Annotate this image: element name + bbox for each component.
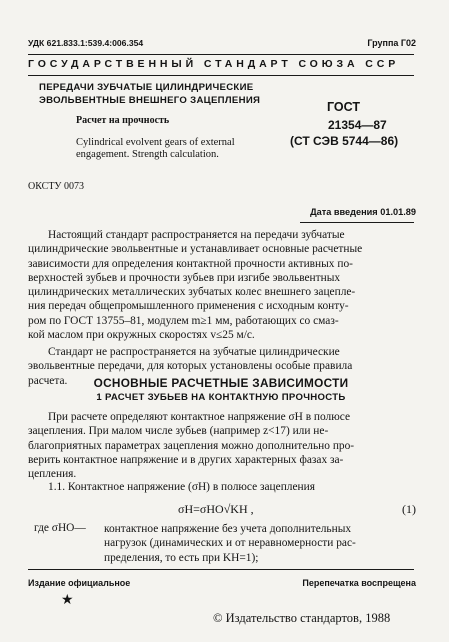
reprint-notice: Перепечатка воспрещена [302, 578, 416, 588]
scope-line: Стандарт не распространяется на зубчатые цилиндрические [48, 346, 340, 358]
star-icon: ★ [61, 593, 74, 608]
intro-line: цилиндрических металлических зубчатых колес внешнего зацепле- [28, 286, 356, 299]
standard-banner: ГОСУДАРСТВЕННЫЙ СТАНДАРТ СОЮЗА ССР [28, 58, 400, 70]
intro-date-label: Дата введения [310, 207, 378, 217]
clause-1-1: 1.1. Контактное напряжение (σH) в полюсе зацепления [48, 481, 315, 493]
official-edition: Издание официальное [28, 578, 131, 588]
footer-rule [28, 569, 414, 570]
calc-line: зацепления. При малом числе зубьев (например z<17) или не- [28, 425, 329, 438]
intro-line: ром по ГОСТ 13755–81, модулем m≥1 мм, работающих со смаз- [28, 314, 339, 327]
copyright: © Издательство стандартов, 1988 [213, 611, 391, 625]
gost-label: ГОСТ [327, 100, 360, 114]
okstu-code: ОКСТУ 0073 [28, 181, 85, 192]
formula: σH=σHO√KH , [178, 502, 254, 516]
title-line-2: ЭВОЛЬВЕНТНЫЕ ВНЕШНЕГО ЗАЦЕПЛЕНИЯ [39, 95, 261, 106]
where-label: где σHO— [34, 522, 86, 534]
title-subtitle: Расчет на прочность [76, 115, 170, 126]
formula-number: (1) [402, 502, 416, 516]
calc-line: цепления. [28, 468, 77, 481]
intro-line: ния передач общепромышленного применения с исходным конту- [28, 300, 349, 313]
where-definition [104, 522, 414, 565]
intro-line: цилиндрические эвольвентные и устанавливает основные расчетные [28, 243, 363, 256]
scope-line: расчета. [28, 374, 68, 387]
intro-line: верхностей зубьев и прочности зубьев при изгибе эвольвентных [28, 271, 341, 284]
intro-line: Настоящий стандарт распространяется на передачи зубчатые [48, 229, 345, 241]
where-line: пределения, то есть при KH=1); [104, 551, 259, 564]
calc-line: благоприятных параметрах зацепления можно дополнительно про- [28, 439, 355, 452]
intro-date-value: 01.01.89 [380, 207, 416, 217]
header-rule-top [28, 54, 414, 55]
scope-line: эвольвентные передачи, для которых установлены особые правила [28, 360, 353, 373]
intro-paragraph [28, 228, 414, 342]
calc-line: верить контактное напряжение и в других характерных фазах за- [28, 453, 344, 466]
group-code: Группа Г02 [367, 38, 416, 48]
intro-line: кой маслом при окружных скоростях v≤25 м/с. [28, 329, 255, 342]
english-title-line-2: engagement. Strength calculation. [76, 149, 219, 160]
where-line: контактное напряжение без учета дополнительных [104, 523, 352, 535]
calc-paragraph [28, 410, 414, 481]
udk-code: УДК 621.833.1:539.4:006.354 [28, 38, 144, 48]
where-line: нагрузок (динамических и от неравномерности рас- [104, 537, 356, 550]
title-line-1: ПЕРЕДАЧИ ЗУБЧАТЫЕ ЦИЛИНДРИЧЕСКИЕ [39, 82, 254, 93]
st-sev-number: (СТ СЭВ 5744—86) [290, 134, 399, 148]
section-title: ОСНОВНЫЕ РАСЧЕТНЫЕ ЗАВИСИМОСТИ [93, 376, 349, 390]
header-rule-bottom [28, 75, 414, 76]
subsection-title: 1 РАСЧЕТ ЗУБЬЕВ НА КОНТАКТНУЮ ПРОЧНОСТЬ [96, 392, 346, 403]
english-title-line-1: Cylindrical evolvent gears of external [76, 137, 235, 148]
gost-number: 21354—87 [328, 118, 387, 132]
intro-date [310, 207, 416, 217]
date-rule [300, 222, 414, 223]
calc-line: При расчете определяют контактное напряжение σH в полюсе [48, 411, 351, 423]
intro-line: зависимости для определения контактной прочности активных по- [28, 257, 353, 270]
